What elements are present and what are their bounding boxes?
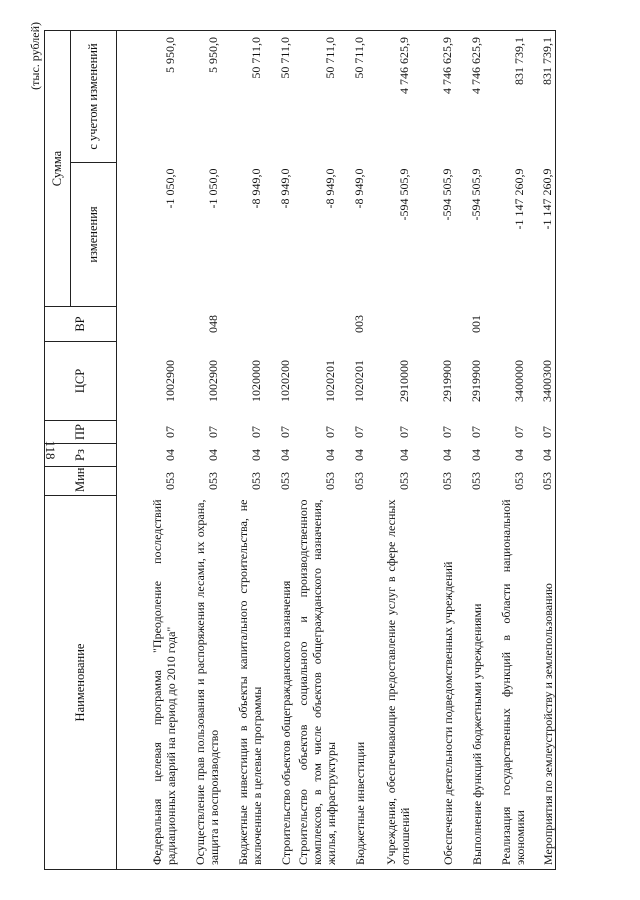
cell-name: Мероприятия по землеустройству и землепользованию <box>527 496 556 870</box>
cell-change: -594 505,9 <box>396 168 411 221</box>
cell-rz: 04 <box>396 449 411 461</box>
cell-min: 053 <box>248 472 263 490</box>
cell-min: 053 <box>396 472 411 490</box>
table-row <box>178 31 221 870</box>
cell-name: Обеспечение деятельности подведомственных учреждений <box>412 496 455 870</box>
cell-total: 4 746 625,9 <box>455 31 484 163</box>
cell-min: 053 <box>511 472 526 490</box>
page-number: 118 <box>43 440 58 460</box>
header-csr: ЦСР <box>45 342 117 421</box>
cell-pr: 07 <box>511 426 526 438</box>
cell-pr: 07 <box>527 421 556 444</box>
cell-pr: 07 <box>205 426 220 438</box>
cell-csr: 1020000 <box>248 360 263 402</box>
cell-rz: 04 <box>322 449 337 461</box>
cell-name: Строительство объектов социального и производственного комплексов, в том числе объектов общегражданского назначения, жилья, инфраструктуры <box>293 496 338 870</box>
table-row <box>221 31 264 870</box>
cell-change: -8 949,0 <box>322 168 337 209</box>
cell-rz: 04 <box>468 449 483 461</box>
cell-vr <box>117 307 178 342</box>
header-vr: ВР <box>45 307 117 342</box>
table-header <box>45 31 117 870</box>
cell-change: -1 147 260,9 <box>527 163 556 307</box>
cell-csr: 3400000 <box>511 360 526 402</box>
cell-pr: 07 <box>351 426 366 438</box>
cell-change: -1 147 260,9 <box>511 168 526 230</box>
cell-pr: 07 <box>439 426 454 438</box>
cell-min: 053 <box>527 467 556 496</box>
cell-change: -1 050,0 <box>205 168 220 209</box>
table-body <box>117 31 556 870</box>
cell-total: 50 711,0 <box>264 31 293 163</box>
rotated-sheet <box>20 10 620 890</box>
cell-vr: 001 <box>468 315 483 333</box>
cell-pr: 07 <box>162 426 177 438</box>
cell-vr <box>412 307 455 342</box>
cell-pr: 07 <box>322 426 337 438</box>
cell-rz: 04 <box>248 449 263 461</box>
cell-pr: 07 <box>396 426 411 438</box>
cell-rz: 04 <box>162 449 177 461</box>
table-row <box>412 31 455 870</box>
cell-name: Реализация государственных функций в области национальной экономики <box>484 496 527 870</box>
cell-name: Бюджетные инвестиции <box>338 496 367 870</box>
cell-vr <box>367 307 412 342</box>
cell-name: Учреждения, обеспечивающие предоставление услуг в сфере лесных отношений <box>367 496 412 870</box>
cell-total: 50 711,0 <box>293 31 338 163</box>
cell-name: Осуществление прав пользования и распоряжения лесами, их охрана, защита и воспроизводство <box>178 496 221 870</box>
cell-rz: 04 <box>277 449 292 461</box>
table-row <box>455 31 484 870</box>
cell-total: 831 739,1 <box>484 31 527 163</box>
cell-vr: 003 <box>351 315 366 333</box>
cell-name: Выполнение функций бюджетными учреждениями <box>455 496 484 870</box>
cell-min: 053 <box>277 472 292 490</box>
cell-change: -8 949,0 <box>351 168 366 209</box>
cell-change: -8 949,0 <box>248 168 263 209</box>
cell-csr: 1002900 <box>162 360 177 402</box>
cell-vr <box>264 307 293 342</box>
table-row <box>293 31 338 870</box>
header-changes: изменения <box>71 163 117 307</box>
cell-total: 50 711,0 <box>338 31 367 163</box>
cell-min: 053 <box>205 472 220 490</box>
cell-name: Строительство объектов общегражданского назначения <box>264 496 293 870</box>
table-row <box>264 31 293 870</box>
header-rz: Рз <box>45 444 117 467</box>
cell-change: -1 050,0 <box>162 168 177 209</box>
cell-rz: 04 <box>351 449 366 461</box>
cell-csr: 1020201 <box>322 360 337 402</box>
table-row <box>117 31 178 870</box>
cell-csr: 2919900 <box>439 360 454 402</box>
cell-pr: 07 <box>468 426 483 438</box>
budget-table <box>44 30 556 870</box>
table-row <box>484 31 527 870</box>
table-row <box>338 31 367 870</box>
cell-vr <box>221 307 264 342</box>
cell-min: 053 <box>322 472 337 490</box>
cell-csr: 2910000 <box>396 360 411 402</box>
cell-pr: 07 <box>277 426 292 438</box>
cell-rz: 04 <box>439 449 454 461</box>
cell-total: 4 746 625,9 <box>412 31 455 163</box>
cell-total: 4 746 625,9 <box>367 31 412 163</box>
header-with-changes: с учетом изменений <box>71 31 117 163</box>
cell-vr <box>527 307 556 342</box>
table-row <box>527 31 556 870</box>
header-sum: Сумма <box>45 31 71 307</box>
cell-change: -8 949,0 <box>277 168 292 209</box>
cell-min: 053 <box>468 472 483 490</box>
cell-csr: 1020201 <box>351 360 366 402</box>
cell-total: 5 950,0 <box>117 31 178 163</box>
cell-rz: 04 <box>527 444 556 467</box>
header-pr: ПР <box>45 421 117 444</box>
cell-name: Федеральная целевая программа "Преодоление последствий радиационных аварий на период до 2010 года" <box>117 496 178 870</box>
cell-name: Бюджетные инвестиции в объекты капитального строительства, не включенные в целевые программы <box>221 496 264 870</box>
cell-rz: 04 <box>511 449 526 461</box>
cell-min: 053 <box>162 472 177 490</box>
table-row <box>367 31 412 870</box>
cell-vr: 048 <box>205 315 220 333</box>
cell-change: -594 505,9 <box>468 168 483 221</box>
cell-csr: 1002900 <box>205 360 220 402</box>
cell-total: 50 711,0 <box>221 31 264 163</box>
units-label: (тыс. рублей) <box>28 22 42 90</box>
header-name: Наименование <box>45 496 117 870</box>
cell-vr <box>484 307 527 342</box>
cell-change: -594 505,9 <box>439 168 454 221</box>
cell-rz: 04 <box>205 449 220 461</box>
header-min: Мин <box>45 467 117 496</box>
cell-min: 053 <box>439 472 454 490</box>
cell-csr: 3400300 <box>527 342 556 421</box>
cell-pr: 07 <box>248 426 263 438</box>
cell-vr <box>293 307 338 342</box>
cell-min: 053 <box>351 472 366 490</box>
cell-csr: 2919900 <box>468 360 483 402</box>
cell-total: 831 739,1 <box>527 31 556 163</box>
cell-total: 5 950,0 <box>178 31 221 163</box>
cell-csr: 1020200 <box>277 360 292 402</box>
